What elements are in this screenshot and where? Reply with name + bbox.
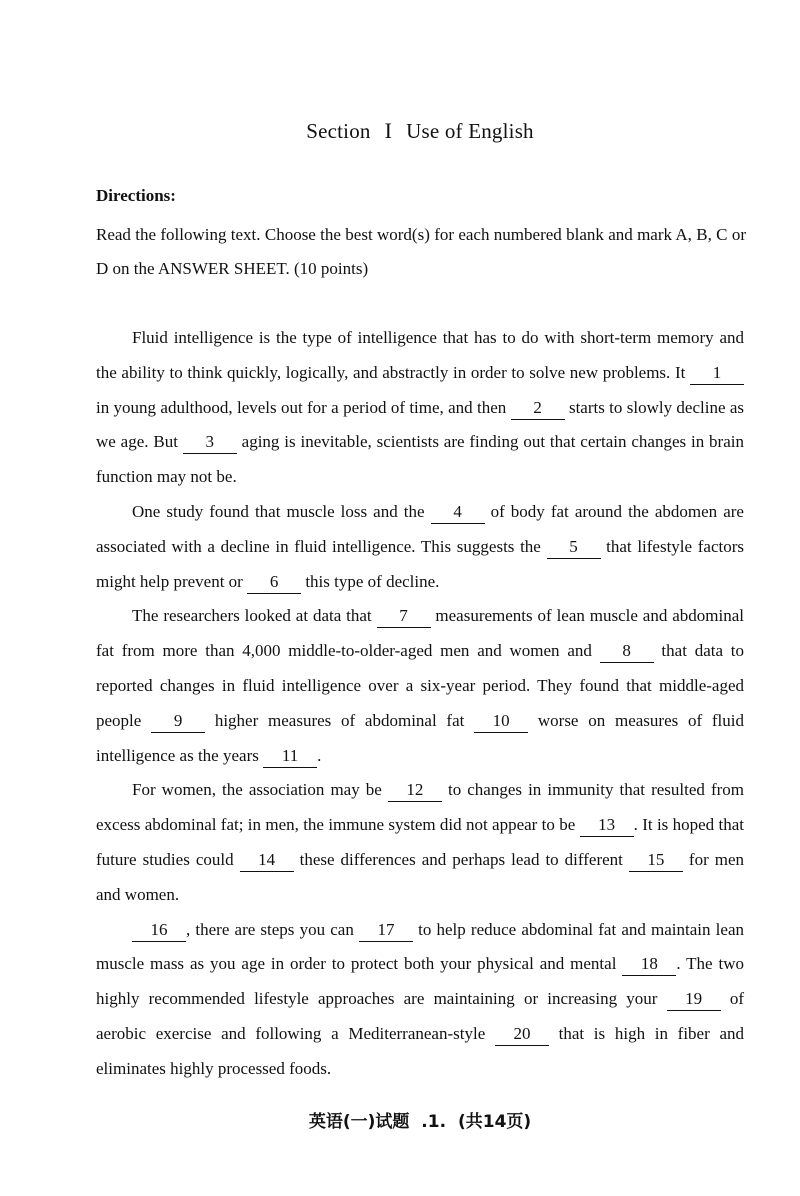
blank-7: 7 (377, 605, 431, 628)
paragraph-3: The researchers looked at data that 7 measurements of lean muscle and abdominal fat from more than 4,000 middle-to-older-aged men and women and 8 that data to reported changes in fluid intelligence over a six-year period. They found that middle-aged people 9 higher measures of abdominal fat 10 worse on measures of fluid intelligence as the years 11 . (96, 599, 744, 773)
footer-total-pages: (共14页) (457, 1112, 532, 1132)
blank-4: 4 (431, 501, 485, 524)
blank-3: 3 (183, 431, 237, 454)
blank-14: 14 (240, 849, 294, 872)
blank-16: 16 (132, 919, 186, 942)
paragraph-5: 16 , there are steps you can 17 to help reduce abdominal fat and maintain lean muscle mass as you age in order to protect both your physical and mental 18 . The two highly recommended lifestyle approaches are maintaining or increasing your 19 of aerobic exercise and following a Mediterranean-style 20 that is high in fiber and eliminates highly processed foods. (96, 919, 744, 1078)
paragraph-4: For women, the association may be 12 to changes in immunity that resulted from excess abdominal fat; in men, the immune system did not appear to be 13 . It is hoped that future studies could 14 these differences and perhaps lead to different 15 for men and women. (96, 780, 745, 904)
page-footer (0, 1107, 800, 1132)
blank-17: 17 (359, 919, 413, 942)
blank-9: 9 (151, 710, 205, 733)
blank-19: 19 (667, 988, 721, 1011)
blank-13: 13 (580, 814, 634, 837)
blank-2: 2 (511, 397, 565, 420)
section-number: I (384, 118, 393, 143)
paragraph-1: Fluid intelligence is the type of intelligence that has to do with short-term memory and the ability to think quickly, logically, and abstractly in order to solve new problems. It 1 in young adulthood, levels out for a period of time, and then 2 starts to slowly decline as we age. But 3 aging is inevitable, scientists are finding out that certain changes in brain function may not be. (96, 328, 744, 487)
directions-text: Read the following text. Choose the best word(s) for each numbered blank and mark A, B, C or D on the ANSWER SHEET. (10 points) (96, 225, 746, 278)
blank-10: 10 (474, 710, 528, 733)
blank-15: 15 (629, 849, 683, 872)
footer-subject: 英语(一)试题 (308, 1112, 410, 1132)
blank-12: 12 (388, 779, 442, 802)
footer-page-number: .1. (421, 1112, 447, 1132)
blank-1: 1 (690, 362, 744, 385)
blank-20: 20 (495, 1023, 549, 1046)
blank-18: 18 (622, 953, 676, 976)
section-title (0, 118, 800, 144)
blank-11: 11 (263, 745, 317, 768)
paragraph-2: One study found that muscle loss and the 4 of body fat around the abdomen are associated with a decline in fluid intelligence. This suggests the 5 that lifestyle factors might help prevent or 6 this type of decline. (96, 495, 744, 599)
blank-6: 6 (247, 571, 301, 594)
passage (96, 321, 744, 1087)
blank-5: 5 (547, 536, 601, 559)
section-name: Use of English (406, 119, 534, 143)
section-word: Section (306, 119, 371, 143)
directions-label: Directions: (96, 186, 176, 205)
blank-8: 8 (600, 640, 654, 663)
